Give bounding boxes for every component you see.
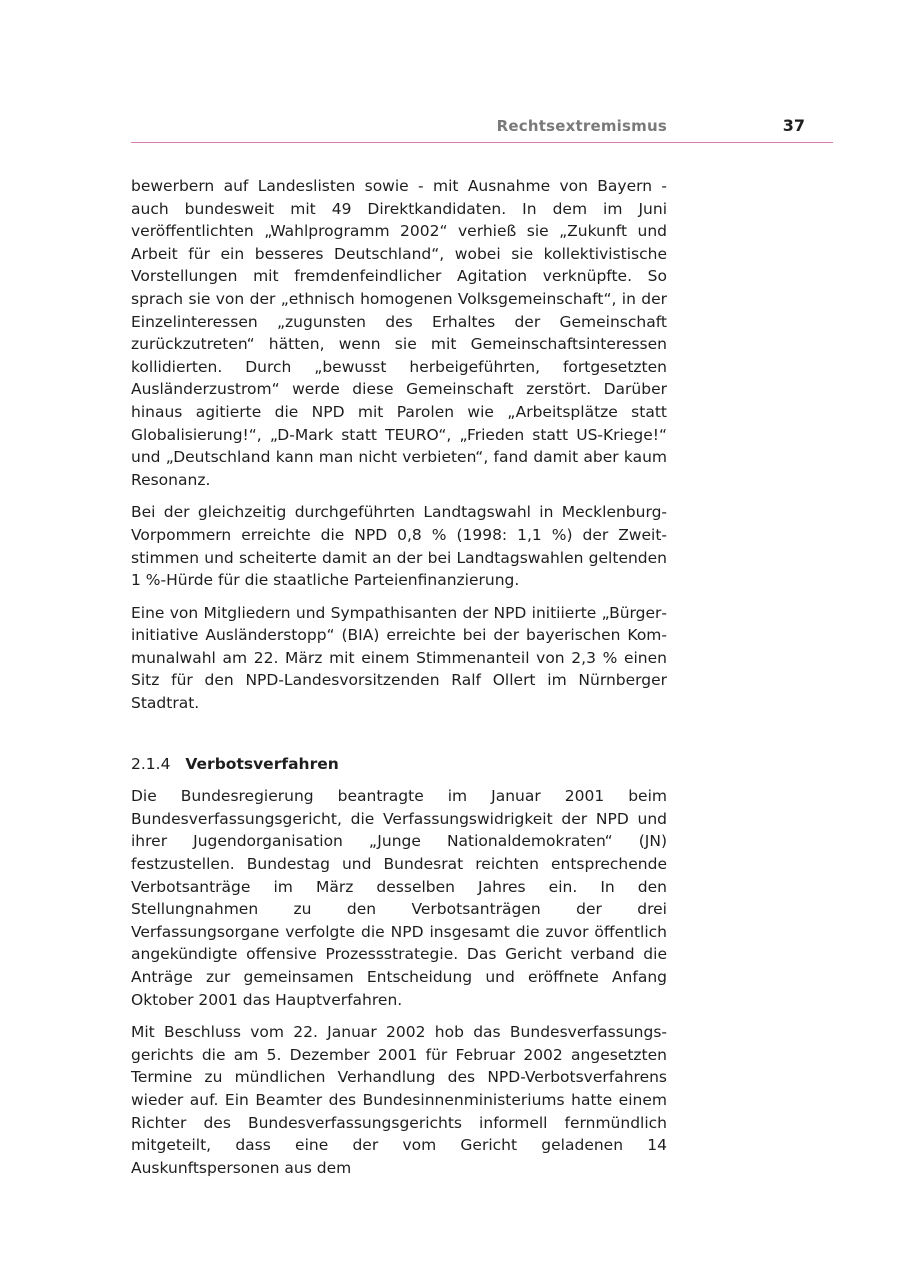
paragraph-4: Die Bundesregierung beantragte im Januar 2001 beim Bundesverfassungsgericht, die Verfassungswidrigkeit der NPD und ihrer Jugendorganisation „Junge Nationaldemokraten“ (JN) festzustellen. Bundestag und Bundesrat reichten entsprechende Verbotsanträge im März desselben Jahres ein. In den Stellungnahmen zu den Verbotsanträgen der drei Verfassungsorgane verfolgte die NPD insgesamt die zuvor öffentlich angekündigte offensive Prozessstrategie. Das Gericht verband die Anträge zur gemeinsamen Entscheidung und eröffnete Anfang Oktober 2001 das Hauptverfahren. (131, 787, 667, 1009)
section-number: 2.1.4 (131, 754, 171, 773)
paragraph-3: Eine von Mitgliedern und Sympathisanten der NPD initiierte „Bürgerinitiative Ausländerstopp“ (BIA) erreichte bei der bayerischen Kommunalwahl am 22. März mit einem Stimmenanteil von 2,3 % einen Sitz für den NPD-Landesvorsitzenden Ralf Ollert im Nürnberger Stadtrat. (131, 603, 667, 713)
page-body (131, 175, 667, 1189)
paragraph-1: bewerbern auf Landeslisten sowie - mit Ausnahme von Bayern - auch bundesweit mit 49 Direktkandidaten. In dem im Juni veröffentlichten „Wahlprogramm 2002“ verhieß sie „Zukunft und Arbeit für ein besseres Deutschland“, wobei sie kollektivistische Vorstellungen mit fremdenfeindlicher Agitation verknüpfte. So sprach sie von der „ethnisch homogenen Volksgemeinschaft“, in der Einzelinteressen „zugunsten des Erhaltes der Gemeinschaft zurückzutreten“ hätten, wenn sie mit Gemeinschaftsinteressen kollidierten. Durch „bewusst herbeigeführten, fortgesetzten Ausländerzustrom“ werde diese Gemeinschaft zerstört. Darüber hinaus agitierte die NPD mit Parolen wie „Arbeitsplätze statt Globalisierung!“, „D-Mark statt TEURO“, „Frieden statt US-Kriege!“ und „Deutschland kann man nicht verbieten“, fand damit aber kaum Resonanz. (131, 177, 667, 489)
section-heading (131, 753, 667, 776)
running-header (131, 116, 833, 143)
page-number: 37 (782, 116, 805, 135)
paragraph-5: Mit Beschluss vom 22. Januar 2002 hob das Bundesverfassungsgerichts die am 5. Dezember 2001 für Februar 2002 angesetzten Termine zu mündlichen Verhandlung des NPD-Verbotsverfahrens wieder auf. Ein Beamter des Bundesinnenministeriums hatte einem Richter des Bundesverfassungsgerichts informell fernmündlich mitgeteilt, dass eine der vom Gericht geladenen 14 Auskunftspersonen aus dem (131, 1023, 667, 1177)
running-title: Rechtsextremismus (496, 117, 667, 135)
section-title: Verbotsverfahren (185, 754, 339, 773)
paragraph-2: Bei der gleichzeitig durchgeführten Landtagswahl in Mecklenburg-Vorpommern erreichte die NPD 0,8 % (1998: 1,1 %) der Zweitstimmen und scheiterte damit an der bei Landtagswahlen geltenden 1 %-Hürde für die staatliche Parteienfinanzierung. (131, 503, 667, 590)
